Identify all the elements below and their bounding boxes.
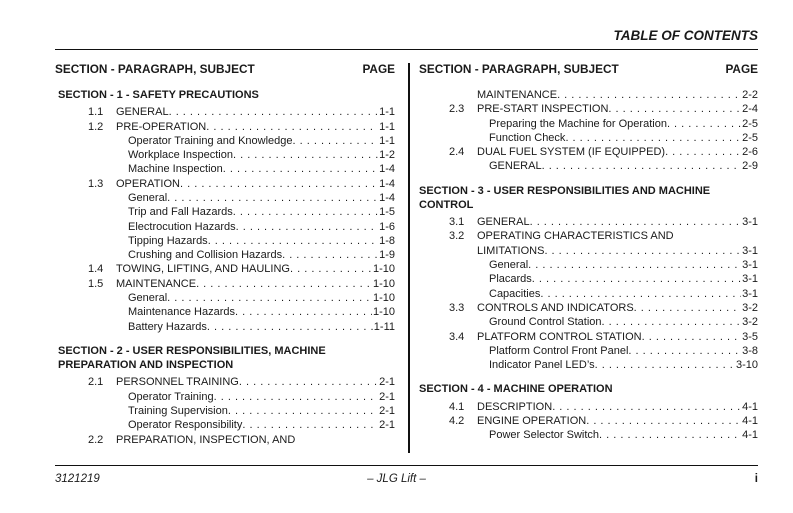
- toc-entry[interactable]: [419, 287, 758, 301]
- dot-leader: [282, 248, 378, 262]
- entry-page: 1-4: [379, 163, 395, 176]
- toc-entry[interactable]: [55, 433, 395, 447]
- entry-page: 3-1: [742, 216, 758, 229]
- entry-page: 1-10: [372, 277, 395, 290]
- entry-title: Trip and Fall Hazards: [128, 206, 233, 219]
- paragraph-number: 1.2: [88, 120, 104, 133]
- entry-leader: [116, 105, 395, 119]
- toc-entry[interactable]: [55, 148, 395, 162]
- entry-title: MAINTENANCE: [477, 89, 558, 101]
- entry-title: MAINTENANCE: [116, 277, 197, 290]
- entry-page: 1-8: [379, 234, 395, 247]
- entry-leader: [116, 120, 395, 134]
- column-header-page: PAGE: [725, 62, 758, 76]
- dot-leader: [599, 428, 741, 442]
- toc-entry[interactable]: [419, 330, 758, 344]
- toc-entry[interactable]: [419, 358, 758, 372]
- toc-left-entries: [55, 88, 395, 447]
- entry-title: Platform Control Front Panel: [489, 344, 629, 357]
- entry-leader: [128, 134, 395, 148]
- entry-page: 4-1: [742, 414, 758, 427]
- entry-leader: [116, 375, 395, 389]
- section-heading: SECTION - 4 - MACHINE OPERATION: [419, 383, 613, 396]
- entry-title: Placards: [489, 273, 532, 286]
- entry-page: 3-1: [742, 287, 758, 300]
- entry-leader: [489, 428, 758, 442]
- column-header-page: PAGE: [362, 62, 395, 76]
- toc-entry[interactable]: [419, 244, 758, 258]
- entry-page: 3-5: [742, 330, 758, 343]
- entry-page: 2-6: [742, 146, 758, 159]
- dot-leader: [206, 120, 378, 134]
- dot-leader: [628, 344, 741, 358]
- entry-leader: [128, 305, 395, 319]
- dot-leader: [235, 305, 372, 319]
- entry-leader: [477, 301, 758, 315]
- entry-page: 3-10: [735, 359, 758, 372]
- entry-page: 1-10: [372, 263, 395, 276]
- paragraph-number: 4.2: [449, 414, 465, 427]
- entry-page: 1-11: [373, 320, 395, 333]
- entry-page: 2-1: [379, 419, 395, 432]
- dot-leader: [542, 159, 742, 173]
- paragraph-number: 3.1: [449, 216, 465, 229]
- entry-title: Tipping Hazards: [128, 234, 208, 247]
- entry-title: Workplace Inspection: [128, 149, 233, 162]
- entry-leader: [489, 117, 758, 131]
- entry-title: Ground Control Station: [489, 316, 602, 329]
- toc-entry[interactable]: [419, 117, 758, 131]
- dot-leader: [667, 117, 741, 131]
- toc-entry[interactable]: [419, 301, 758, 315]
- entry-leader: [489, 131, 758, 145]
- entry-title: Power Selector Switch: [489, 429, 600, 442]
- entry-title: Function Check: [489, 131, 566, 144]
- entry-title: Operator Training and Knowledge: [128, 134, 293, 147]
- entry-page: 3-1: [742, 259, 758, 272]
- entry-page: 2-2: [742, 89, 758, 101]
- footer-page-number: i: [754, 473, 758, 485]
- entry-page: 1-1: [379, 134, 395, 147]
- entry-leader: [477, 88, 758, 102]
- toc-entry[interactable]: [55, 375, 395, 389]
- dot-leader: [228, 404, 378, 418]
- entry-leader: [489, 258, 758, 272]
- paragraph-number: 2.4: [449, 146, 465, 159]
- entry-leader: [128, 291, 395, 305]
- entry-title: Preparing the Machine for Operation: [489, 117, 667, 130]
- entry-title: DESCRIPTION: [477, 400, 553, 413]
- dot-leader: [214, 390, 378, 404]
- entry-title: Battery Hazards: [128, 320, 207, 333]
- entry-page: 1-4: [379, 191, 395, 204]
- footer-rule: [55, 465, 758, 466]
- entry-leader: [128, 390, 395, 404]
- entry-page: 2-9: [742, 160, 758, 173]
- entry-page: 2-5: [742, 117, 758, 130]
- dot-leader: [544, 244, 741, 258]
- entry-leader: [128, 220, 395, 234]
- dot-leader: [290, 262, 372, 276]
- entry-title: OPERATING CHARACTERISTICS AND: [477, 230, 674, 243]
- entry-title: GENERAL: [116, 106, 169, 119]
- entry-page: 1-10: [372, 292, 395, 305]
- section-heading: SECTION - 1 - SAFETY PRECAUTIONS: [58, 89, 259, 101]
- entry-page: 1-4: [379, 177, 395, 190]
- entry-leader: [128, 205, 395, 219]
- dot-leader: [293, 134, 379, 148]
- entry-page: 1-2: [379, 149, 395, 162]
- paragraph-number: 1.1: [88, 106, 104, 119]
- toc-entry[interactable]: [55, 248, 395, 262]
- toc-entry[interactable]: [55, 134, 395, 148]
- dot-leader: [196, 277, 372, 291]
- toc-entry[interactable]: [419, 215, 758, 229]
- entry-title: General: [128, 191, 168, 204]
- entry-leader: [489, 315, 758, 329]
- dot-leader: [180, 177, 378, 191]
- dot-leader: [208, 234, 378, 248]
- dot-leader: [665, 145, 741, 159]
- entry-leader: [489, 287, 758, 301]
- entry-title: General: [128, 292, 168, 305]
- toc-entry[interactable]: [419, 102, 758, 116]
- entry-title: Capacities: [489, 287, 541, 300]
- entry-title: GENERAL: [489, 160, 542, 173]
- toc-entry[interactable]: [419, 159, 758, 173]
- toc-entry[interactable]: [55, 234, 395, 248]
- entry-page: 3-1: [742, 273, 758, 286]
- toc-entry[interactable]: [55, 418, 395, 432]
- entry-title: ENGINE OPERATION: [477, 414, 587, 427]
- entry-title: Crushing and Collision Hazards: [128, 249, 283, 262]
- entry-page: 3-2: [742, 301, 758, 314]
- dot-leader: [552, 400, 741, 414]
- toc-entry[interactable]: [419, 414, 758, 428]
- toc-entry[interactable]: [419, 344, 758, 358]
- entry-leader: [128, 418, 395, 432]
- dot-leader: [586, 414, 741, 428]
- entry-leader: [489, 358, 758, 372]
- entry-leader: [128, 248, 395, 262]
- entry-title: DUAL FUEL SYSTEM (IF EQUIPPED): [477, 146, 666, 159]
- dot-leader: [236, 220, 378, 234]
- entry-page: 3-2: [742, 316, 758, 329]
- entry-leader: [489, 344, 758, 358]
- entry-leader: [116, 262, 395, 276]
- entry-leader: [128, 191, 395, 205]
- entry-leader: [477, 244, 758, 258]
- entry-title: Training Supervision: [128, 404, 228, 417]
- toc-entry[interactable]: [419, 145, 758, 159]
- entry-page: 2-1: [379, 390, 395, 403]
- toc-entry[interactable]: [55, 390, 395, 404]
- dot-leader: [207, 320, 373, 334]
- footer-brand: – JLG Lift –: [367, 473, 426, 485]
- toc-entry[interactable]: [55, 220, 395, 234]
- dot-leader: [169, 105, 379, 119]
- entry-page: 1-9: [379, 249, 395, 262]
- toc-entry[interactable]: [419, 428, 758, 442]
- toc-entry[interactable]: [55, 404, 395, 418]
- header-rule: [55, 49, 758, 50]
- entry-page: 2-4: [742, 103, 758, 116]
- paragraph-number: 3.4: [449, 330, 465, 343]
- entry-title: OPERATION: [116, 177, 180, 190]
- toc-entry[interactable]: [55, 205, 395, 219]
- dot-leader: [167, 191, 378, 205]
- entry-leader: [128, 148, 395, 162]
- entry-title: Operator Training: [128, 390, 214, 403]
- dot-leader: [557, 88, 741, 102]
- toc-entry[interactable]: [55, 262, 395, 276]
- page-title: TABLE OF CONTENTS: [613, 28, 758, 43]
- entry-leader: [477, 414, 758, 428]
- paragraph-number: 1.5: [88, 277, 104, 290]
- dot-leader: [528, 258, 741, 272]
- section-heading: SECTION - 3 - USER RESPONSIBILITIES AND MACHINE CONTROL: [419, 184, 711, 211]
- entry-leader: [128, 162, 395, 176]
- toc-right-entries: [419, 88, 758, 443]
- dot-leader: [233, 205, 378, 219]
- column-header: [55, 62, 395, 80]
- entry-leader: [477, 145, 758, 159]
- entry-page: 1-5: [379, 206, 395, 219]
- toc-entry[interactable]: [419, 88, 758, 102]
- entry-leader: [477, 102, 758, 116]
- toc-entry[interactable]: [55, 305, 395, 319]
- entry-title: PLATFORM CONTROL STATION: [477, 330, 642, 343]
- dot-leader: [565, 131, 741, 145]
- entry-page: 3-1: [742, 244, 758, 257]
- paragraph-number: 3.3: [449, 301, 465, 314]
- entry-leader: [477, 330, 758, 344]
- entry-leader: [489, 272, 758, 286]
- entry-leader: [128, 320, 395, 334]
- toc-left-column: [55, 62, 395, 447]
- entry-leader: [477, 215, 758, 229]
- entry-title: General: [489, 259, 529, 272]
- entry-title: Machine Inspection: [128, 163, 223, 176]
- entry-page: 2-5: [742, 131, 758, 144]
- toc-entry[interactable]: [55, 120, 395, 134]
- entry-page: 1-6: [379, 220, 395, 233]
- dot-leader: [530, 215, 742, 229]
- toc-entry[interactable]: [55, 277, 395, 291]
- dot-leader: [239, 375, 378, 389]
- entry-page: 1-1: [379, 106, 395, 119]
- entry-page: 2-1: [379, 404, 395, 417]
- paragraph-number: 3.2: [449, 230, 465, 243]
- entry-leader: [116, 277, 395, 291]
- dot-leader: [532, 272, 741, 286]
- dot-leader: [540, 287, 741, 301]
- toc-entry[interactable]: [55, 291, 395, 305]
- entry-leader: [116, 177, 395, 191]
- toc-entry[interactable]: [55, 105, 395, 119]
- toc-entry[interactable]: [55, 191, 395, 205]
- column-divider: [408, 63, 410, 453]
- column-header-subject: SECTION - PARAGRAPH, SUBJECT: [55, 62, 255, 76]
- paragraph-number: 2.2: [88, 433, 104, 446]
- entry-leader: [128, 234, 395, 248]
- toc-entry[interactable]: [419, 315, 758, 329]
- dot-leader: [608, 102, 741, 116]
- entry-title: PERSONNEL TRAINING: [116, 376, 239, 389]
- dot-leader: [602, 315, 742, 329]
- toc-entry[interactable]: [419, 272, 758, 286]
- toc-entry[interactable]: [55, 162, 395, 176]
- dot-leader: [634, 301, 741, 315]
- column-header: [419, 62, 758, 80]
- section-heading: SECTION - 2 - USER RESPONSIBILITIES, MACHINE PREPARATION AND INSPECTION: [58, 344, 326, 372]
- entry-title: Maintenance Hazards: [128, 306, 236, 319]
- entry-leader: [128, 404, 395, 418]
- dot-leader: [233, 148, 378, 162]
- entry-title: PREPARATION, INSPECTION, AND: [116, 433, 296, 446]
- entry-page: 3-8: [742, 344, 758, 357]
- dot-leader: [167, 291, 372, 305]
- entry-title: PRE-OPERATION: [116, 120, 207, 133]
- entry-title: Indicator Panel LED’s: [489, 359, 595, 372]
- entry-leader: [477, 400, 758, 414]
- column-header-subject: SECTION - PARAGRAPH, SUBJECT: [419, 62, 619, 76]
- paragraph-number: 2.1: [88, 376, 104, 389]
- entry-page: 1-1: [379, 120, 395, 133]
- toc-right-column: [419, 62, 758, 443]
- entry-title: GENERAL: [477, 216, 530, 229]
- entry-leader: [489, 159, 758, 173]
- entry-title: TOWING, LIFTING, AND HAULING: [116, 263, 290, 276]
- toc-entry[interactable]: [419, 258, 758, 272]
- footer-doc-number: 3121219: [55, 473, 100, 485]
- toc-entry[interactable]: [55, 320, 395, 334]
- toc-entry[interactable]: [55, 177, 395, 191]
- paragraph-number: 1.4: [88, 263, 104, 276]
- entry-page: 1-10: [372, 306, 395, 319]
- entry-page: 4-1: [742, 400, 758, 413]
- entry-title: Operator Responsibility: [128, 419, 243, 432]
- toc-entry[interactable]: [419, 131, 758, 145]
- entry-title: LIMITATIONS: [477, 244, 545, 257]
- toc-entry[interactable]: [419, 229, 758, 243]
- entry-page: 2-1: [379, 376, 395, 389]
- paragraph-number: 4.1: [449, 400, 465, 413]
- entry-title: PRE-START INSPECTION: [477, 103, 609, 116]
- dot-leader: [595, 358, 735, 372]
- dot-leader: [242, 418, 378, 432]
- entry-title: CONTROLS AND INDICATORS: [477, 301, 634, 314]
- paragraph-number: 1.3: [88, 177, 104, 190]
- paragraph-number: 2.3: [449, 103, 465, 116]
- entry-page: 4-1: [742, 429, 758, 442]
- dot-leader: [642, 330, 741, 344]
- toc-entry[interactable]: [419, 400, 758, 414]
- entry-title: Electrocution Hazards: [128, 220, 236, 233]
- dot-leader: [223, 162, 378, 176]
